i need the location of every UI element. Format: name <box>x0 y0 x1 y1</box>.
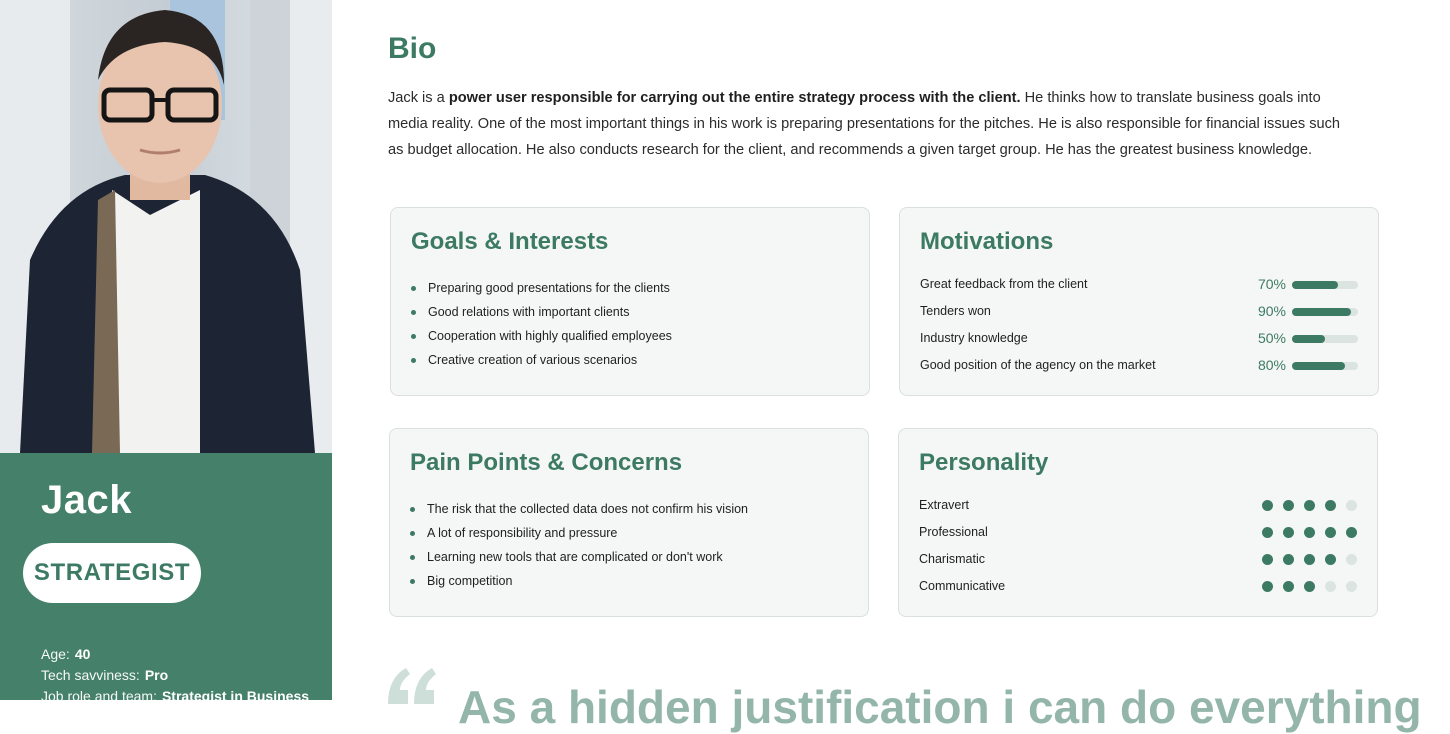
quote-mark-icon <box>386 664 438 704</box>
fact-value: 40 <box>74 646 91 662</box>
rating-dot-filled <box>1283 527 1294 538</box>
portrait-illustration <box>0 0 332 453</box>
rating-dot-filled <box>1304 554 1315 565</box>
fact-label: Tech savviness: <box>41 667 140 683</box>
bio-text-body: He thinks how to translate business goals into media reality. One of the most important things in his work is preparing presentations for the pitches. He is also responsible for financial issues such as budget allocation. He also conducts research for the client, and recommends a given target group. He has the greatest business knowledge. <box>388 90 1341 158</box>
personality-card <box>898 428 1378 617</box>
list-item: Big competition <box>410 569 748 593</box>
motivation-bar-fill <box>1292 308 1351 316</box>
bio-text-intro: Jack is a <box>388 90 449 106</box>
rating-dot-filled <box>1283 581 1294 592</box>
motivation-bar-fill <box>1292 335 1325 343</box>
motivation-label: Tenders won <box>920 304 991 318</box>
personality-row <box>919 496 1357 516</box>
list-item: A lot of responsibility and pressure <box>410 521 748 545</box>
rating-dot-filled <box>1325 500 1336 511</box>
fact-label: Age: <box>41 646 70 662</box>
rating-dot-filled <box>1325 554 1336 565</box>
motivation-bar <box>1292 362 1358 370</box>
personality-label: Charismatic <box>919 552 985 566</box>
persona-photo <box>0 0 332 453</box>
rating-dot-filled <box>1262 554 1273 565</box>
fact-tech-savviness <box>41 665 309 686</box>
motivation-label: Industry knowledge <box>920 331 1028 345</box>
motivation-row <box>920 329 1358 349</box>
rating-dot-filled <box>1283 554 1294 565</box>
motivation-row <box>920 275 1358 295</box>
personality-label: Extravert <box>919 498 970 512</box>
list-item: Good relations with important clients <box>411 300 672 324</box>
persona-sidebar <box>0 0 332 704</box>
persona-role-label: STRATEGIST <box>33 559 191 586</box>
motivation-label: Good position of the agency on the market <box>920 358 1156 372</box>
list-item: Preparing good presentations for the clients <box>411 276 672 300</box>
persona-quote: As a hidden justification i can do everything <box>458 681 1422 733</box>
persona-role-badge <box>23 543 201 603</box>
persona-name: Jack <box>41 478 132 522</box>
rating-dot-filled <box>1304 500 1315 511</box>
motivation-label: Great feedback from the client <box>920 277 1088 291</box>
personality-rating <box>1262 500 1357 511</box>
goals-list <box>411 276 672 372</box>
rating-dot-empty <box>1346 500 1357 511</box>
pain-points-title: Pain Points & Concerns <box>410 449 683 476</box>
rating-dot-filled <box>1262 500 1273 511</box>
motivations-card <box>899 207 1379 396</box>
rating-dot-filled <box>1262 527 1273 538</box>
list-item: The risk that the collected data does not confirm his vision <box>410 497 748 521</box>
bio-text-highlight: power user responsible for carrying out the entire strategy process with the client. <box>448 90 1021 106</box>
personality-label: Professional <box>919 525 988 539</box>
pain-points-list <box>410 497 748 593</box>
goals-title: Goals & Interests <box>411 228 609 255</box>
motivation-row <box>920 302 1358 322</box>
rating-dot-empty <box>1346 554 1357 565</box>
fact-job-role <box>41 686 309 707</box>
motivation-row <box>920 356 1358 376</box>
rating-dot-filled <box>1325 527 1336 538</box>
personality-rating <box>1262 527 1357 538</box>
personality-rating <box>1262 554 1357 565</box>
fact-age <box>41 644 309 665</box>
persona-facts <box>41 644 309 707</box>
fact-value: Strategist in Business <box>161 688 310 704</box>
rating-dot-filled <box>1304 581 1315 592</box>
motivation-bar-fill <box>1292 362 1345 370</box>
rating-dot-filled <box>1304 527 1315 538</box>
list-item: Learning new tools that are complicated or don't work <box>410 545 748 569</box>
fact-value: Pro <box>144 667 169 683</box>
motivation-bar <box>1292 281 1358 289</box>
bio-title: Bio <box>388 32 437 65</box>
motivation-bar <box>1292 308 1358 316</box>
motivation-bar <box>1292 335 1358 343</box>
list-item: Cooperation with highly qualified employees <box>411 324 672 348</box>
motivation-bar-fill <box>1292 281 1338 289</box>
motivation-percent: 50% <box>1257 330 1286 346</box>
rating-dot-filled <box>1283 500 1294 511</box>
personality-rating <box>1262 581 1357 592</box>
bio-text <box>388 85 1358 163</box>
personality-row <box>919 550 1357 570</box>
pain-points-card <box>389 428 869 617</box>
personality-row <box>919 577 1357 597</box>
rating-dot-filled <box>1262 581 1273 592</box>
motivation-percent: 90% <box>1257 303 1286 319</box>
fact-label: Job role and team: <box>41 688 157 704</box>
rating-dot-filled <box>1346 527 1357 538</box>
motivation-percent: 70% <box>1257 276 1286 292</box>
list-item: Creative creation of various scenarios <box>411 348 672 372</box>
personality-label: Communicative <box>919 579 1006 593</box>
personality-title: Personality <box>919 449 1049 476</box>
personality-row <box>919 523 1357 543</box>
rating-dot-empty <box>1325 581 1336 592</box>
goals-card <box>390 207 870 396</box>
rating-dot-empty <box>1346 581 1357 592</box>
motivations-title: Motivations <box>920 228 1054 255</box>
motivation-percent: 80% <box>1257 357 1286 373</box>
